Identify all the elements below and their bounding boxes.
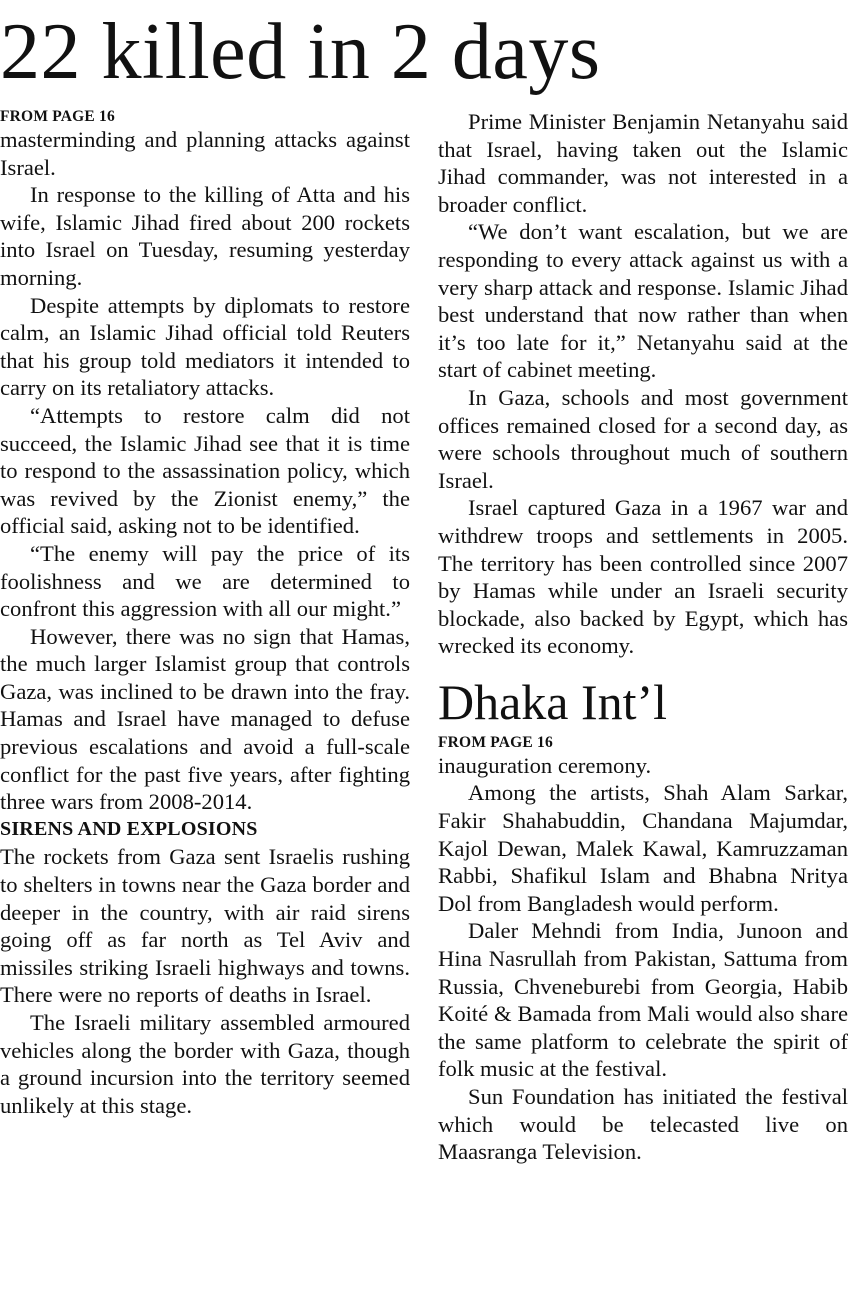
body-paragraph: “The enemy will pay the price of its foolishness and we are determined to confront this aggression with all our might.” xyxy=(0,540,410,622)
body-paragraph: Among the artists, Shah Alam Sarkar, Fakir Shahabuddin, Chandana Majumdar, Kajol Dewan, Malek Kawal, Kamruzzaman Rabbi, Shafikul Islam and Bhabna Nritya Dol from Bangladesh would perform. xyxy=(438,780,848,916)
second-story-headline: Dhaka Int’l xyxy=(438,673,668,730)
section-subhead: SIRENS AND EXPLOSIONS xyxy=(0,817,258,840)
body-paragraph: inauguration ceremony. xyxy=(438,752,652,778)
body-paragraph: Daler Mehndi from India, Junoon and Hina Nasrullah from Pakistan, Sattuma from Russia, Chveneburebi from Georgia, Habib Koité & Bamada from Mali would also share the same platform to celebrate the spirit of folk music at the festival. xyxy=(438,918,848,1082)
body-paragraph: In Gaza, schools and most government offices remained closed for a second day, as were schools throughout much of southern Israel. xyxy=(438,384,848,493)
left-column xyxy=(0,108,410,1119)
right-column xyxy=(438,108,848,1166)
second-story-kicker: FROM PAGE 16 xyxy=(438,733,553,751)
left-kicker: FROM PAGE 16 xyxy=(0,108,115,125)
body-paragraph: Israel captured Gaza in a 1967 war and withdrew troops and settlements in 2005. The territory has been controlled since 2007 by Hamas while under an Israeli security blockade, also backed by Egypt, which has wrecked its economy. xyxy=(438,495,848,659)
body-paragraph: The rockets from Gaza sent Israelis rushing to shelters in towns near the Gaza border and deeper in the country, with air raid sirens going off as far north as Tel Aviv and missiles striking Israeli highways and towns. There were no reports of deaths in Israel. xyxy=(0,844,410,1008)
page-headline: 22 killed in 2 days xyxy=(0,8,601,96)
body-paragraph: Despite attempts by diplomats to restore calm, an Islamic Jihad official told Reuters that his group told mediators it intended to carry on its retaliatory attacks. xyxy=(0,292,410,401)
body-paragraph: “Attempts to restore calm did not succeed, the Islamic Jihad see that it is time to respond to the assassination policy, which was revived by the Zionist enemy,” the official said, asking not to be identified. xyxy=(0,402,410,539)
body-paragraph: However, there was no sign that Hamas, the much larger Islamist group that controls Gaza, was inclined to be drawn into the fray. Hamas and Israel have managed to defuse previous escalations and avoid a full-scale conflict for the past five years, after fighting three wars from 2008-2014. xyxy=(0,623,410,815)
body-paragraph: In response to the killing of Atta and his wife, Islamic Jihad fired about 200 rockets into Israel on Tuesday, resuming yesterday morning. xyxy=(0,182,410,290)
body-paragraph: Prime Minister Benjamin Netanyahu said that Israel, having taken out the Islamic Jihad commander, was not interested in a broader conflict. xyxy=(438,109,848,217)
body-paragraph: Sun Foundation has initiated the festival which would be telecasted live on Maasranga Television. xyxy=(438,1084,848,1165)
body-paragraph: The Israeli military assembled armoured vehicles along the border with Gaza, though a ground incursion into the territory seemed unlikely at this stage. xyxy=(0,1010,410,1118)
body-paragraph: masterminding and planning attacks against Israel. xyxy=(0,127,410,180)
body-paragraph: “We don’t want escalation, but we are responding to every attack against us with a very sharp attack and response. Islamic Jihad best understand that now rather than when it’s too late for it,” Netanyahu said at the start of cabinet meeting. xyxy=(438,219,848,383)
